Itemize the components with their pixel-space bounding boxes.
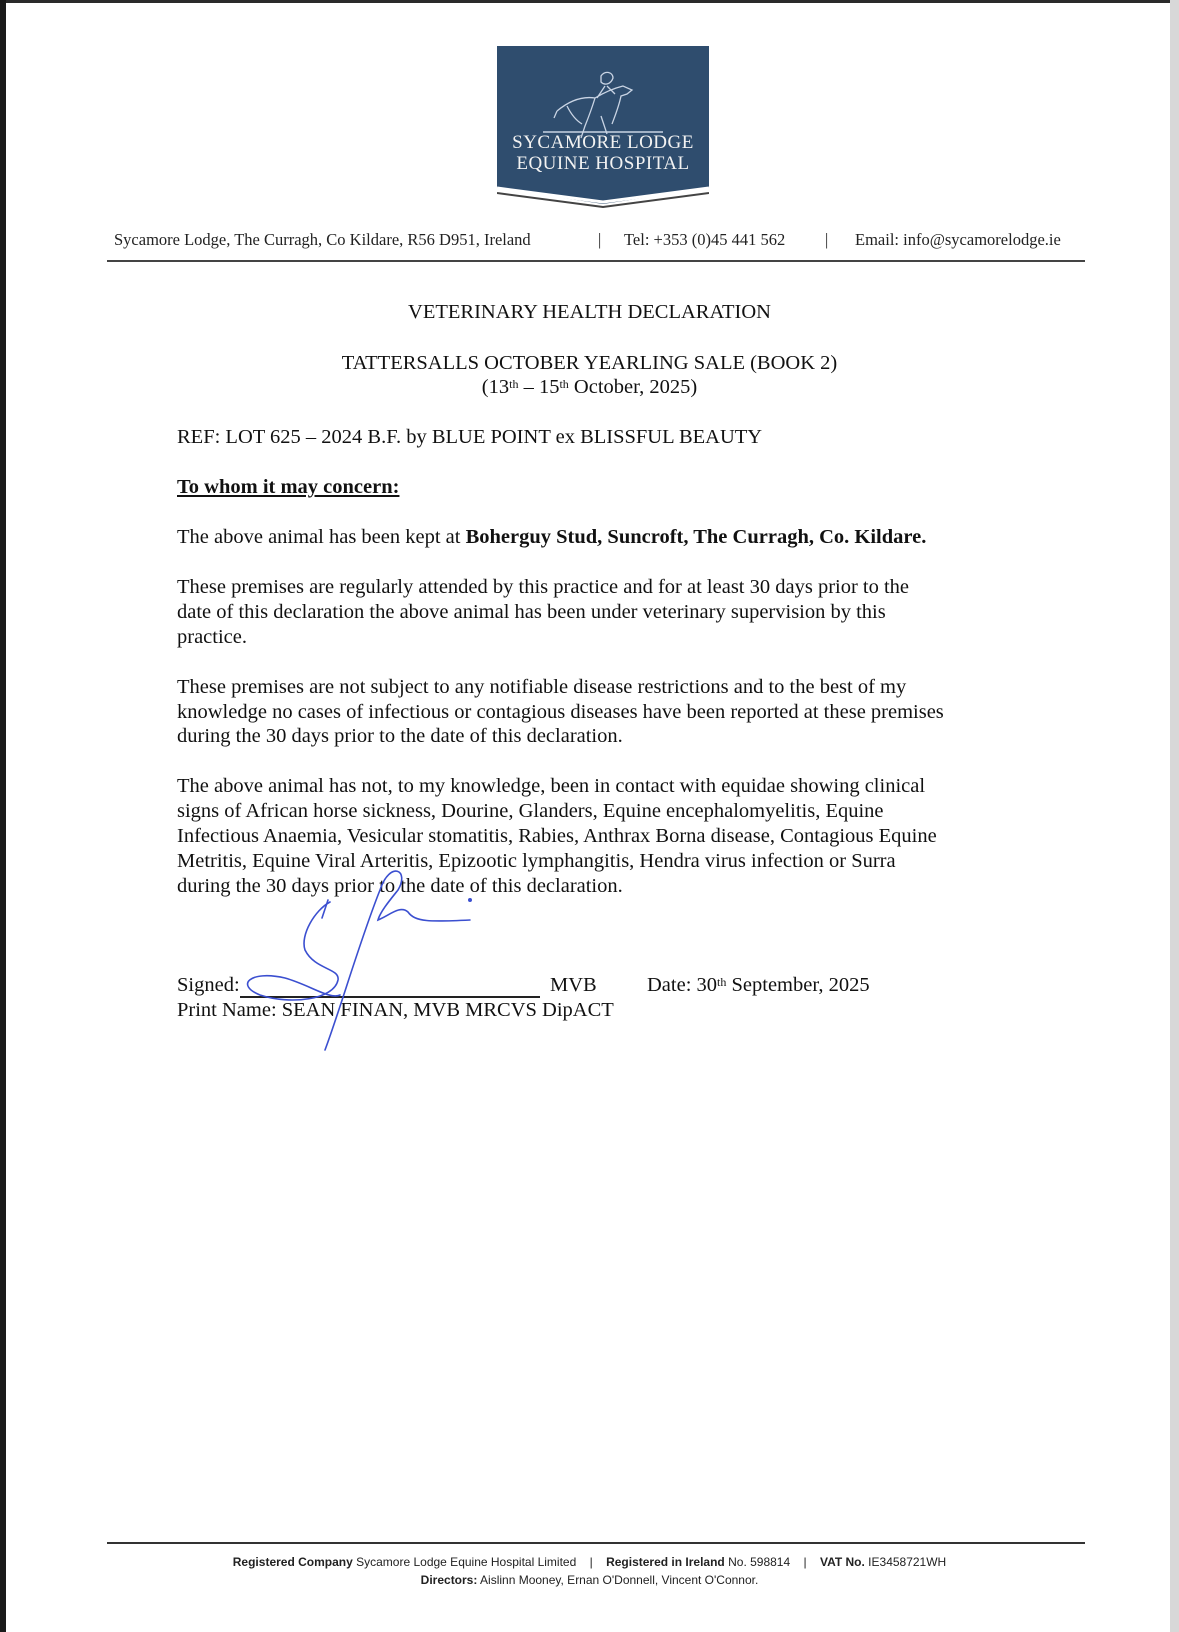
reference: REF: LOT 625 – 2024 B.F. by BLUE POINT ex BLISSFUL BEAUTY bbox=[177, 426, 763, 448]
separator: | bbox=[825, 230, 829, 249]
mvb-label: MVB bbox=[550, 974, 597, 996]
hospital-logo bbox=[497, 46, 709, 208]
logo-banner-icon bbox=[497, 46, 709, 208]
document-title: VETERINARY HEALTH DECLARATION bbox=[408, 301, 771, 323]
paragraph-3-line: knowledge no cases of infectious or contagious diseases have been reported at these premises bbox=[177, 701, 944, 723]
paragraph-2-line: date of this declaration the above animal has been under veterinary supervision by this bbox=[177, 601, 886, 623]
sale-name: TATTERSALLS OCTOBER YEARLING SALE (BOOK 2) bbox=[341, 352, 838, 374]
paragraph-4-line: Metritis, Equine Viral Arteritis, Epizootic lymphangitis, Hendra virus infection or Surra bbox=[177, 850, 896, 872]
paragraph-4-line: The above animal has not, to my knowledge, been in contact with equidae showing clinical bbox=[177, 775, 926, 797]
paragraph-4-line: Infectious Anaemia, Vesicular stomatitis, Rabies, Anthrax Borna disease, Contagious Equine bbox=[177, 825, 937, 847]
page-edge bbox=[0, 0, 1179, 3]
logo-line-2: EQUINE HOSPITAL bbox=[516, 153, 690, 174]
email: Email: info@sycamorelodge.ie bbox=[855, 230, 1061, 249]
page-edge bbox=[0, 0, 6, 1632]
paragraph-3-line: during the 30 days prior to the date of this declaration. bbox=[177, 725, 623, 747]
directors: Directors: Aislinn Mooney, Ernan O'Donnell, Vincent O'Connor. bbox=[420, 1573, 759, 1587]
telephone: Tel: +353 (0)45 441 562 bbox=[624, 230, 786, 249]
handwritten-signature bbox=[230, 850, 510, 1080]
sale-dates: (13th – 15th October, 2025) bbox=[481, 376, 698, 398]
paragraph-4-line: signs of African horse sickness, Dourine, Glanders, Equine encephalomyelitis, Equine bbox=[177, 800, 884, 822]
address: Sycamore Lodge, The Curragh, Co Kildare, R56 D951, Ireland bbox=[114, 230, 531, 249]
separator: | bbox=[598, 230, 602, 249]
paragraph-4-line: during the 30 days prior to the date of this declaration. bbox=[177, 875, 623, 897]
header-rule bbox=[107, 260, 1085, 262]
paragraph-2-line: These premises are regularly attended by this practice and for at least 30 days prior to the bbox=[177, 576, 910, 598]
paragraph-1: The above animal has been kept at Boherguy Stud, Suncroft, The Curragh, Co. Kildare. bbox=[177, 526, 927, 548]
salutation: To whom it may concern: bbox=[177, 476, 400, 498]
signed-label: Signed: bbox=[177, 974, 240, 996]
page-edge bbox=[1170, 0, 1179, 1632]
print-name: Print Name: SEAN FINAN, MVB MRCVS DipACT bbox=[177, 999, 614, 1021]
footer-rule bbox=[107, 1542, 1085, 1544]
company-registration: Registered Company Sycamore Lodge Equine Hospital Limited | Registered in Ireland No. 598814 | VAT No. IE3458721WH bbox=[232, 1555, 947, 1569]
declaration-date: Date: 30th September, 2025 bbox=[647, 974, 870, 996]
paragraph-3-line: These premises are not subject to any notifiable disease restrictions and to the best of my bbox=[177, 676, 907, 698]
paragraph-2-line: practice. bbox=[177, 626, 247, 648]
logo-line-1: SYCAMORE LODGE bbox=[512, 132, 694, 153]
